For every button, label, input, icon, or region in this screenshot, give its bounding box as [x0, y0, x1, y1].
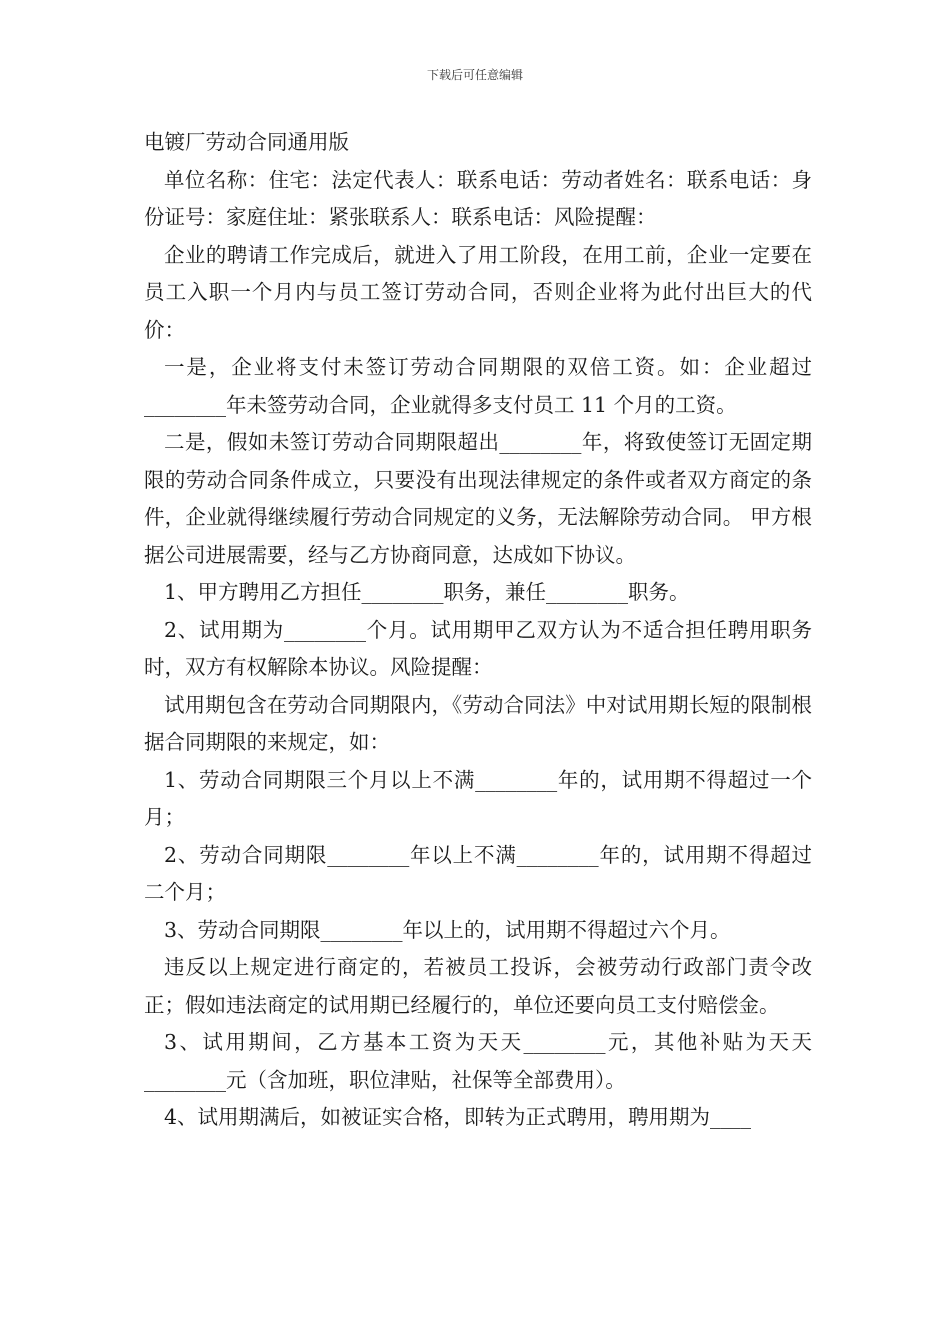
paragraph-probation-note: 试用期包含在劳动合同期限内，《劳动合同法》中对试用期长短的限制根据合同期限的来规定，如： [144, 692, 812, 754]
document-body [144, 124, 812, 1137]
paragraph-violation: 违反以上规定进行商定的，若被员工投诉，会被劳动行政部门责令改正；假如违法商定的试用期已经履行的，单位还要向员工支付赔偿金。 [144, 955, 812, 1017]
rule-1: 1、劳动合同期限三个月以上不满________年的，试用期不得超过一个月； [144, 767, 812, 829]
document-title: 电镀厂劳动合同通用版 [144, 130, 349, 154]
rule-3: 3、劳动合同期限________年以上的，试用期不得超过六个月。 [164, 917, 731, 942]
rule-2: 2、劳动合同期限________年以上不满________年的，试用期不得超过二个月； [144, 842, 812, 904]
clause-4-term: 4、试用期满后，如被证实合格，即转为正式聘用，聘用期为____ [164, 1105, 752, 1129]
clause-3-wages: 3、试用期间，乙方基本工资为天天________元，其他补贴为天天________元（含加班，职位津贴，社保等全部费用）。 [144, 1030, 812, 1092]
paragraph-intro: 企业的聘请工作完成后，就进入了用工阶段，在用工前，企业一定要在员工入职一个月内与员工签订劳动合同，否则企业将为此付出巨大的代价： [144, 242, 812, 342]
paragraph-party-info: 单位名称：住宅：法定代表人：联系电话：劳动者姓名：联系电话：身份证号：家庭住址：紧张联系人：联系电话：风险提醒： [144, 167, 812, 229]
clause-2-probation: 2、试用期为________个月。试用期甲乙双方认为不适合担任聘用职务时，双方有权解除本协议。风险提醒： [144, 617, 812, 679]
paragraph-risk-one: 一是，企业将支付未签订劳动合同期限的双倍工资。如：企业超过________年未签劳动合同，企业就得多支付员工 11 个月的工资。 [144, 355, 812, 417]
paragraph-risk-two: 二是，假如未签订劳动合同期限超出________年，将致使签订无固定期限的劳动合同条件成立，只要没有出现法律规定的条件或者双方商定的条件，企业就得继续履行劳动合同规定的义务，无法解除劳动合同。 甲方根据公司进展需要，经与乙方协商同意，达成如下协议。 [144, 430, 812, 567]
clause-1-position: 1、甲方聘用乙方担任________职务，兼任________职务。 [164, 580, 690, 604]
page-header: 下载后可任意编辑 [426, 68, 523, 82]
